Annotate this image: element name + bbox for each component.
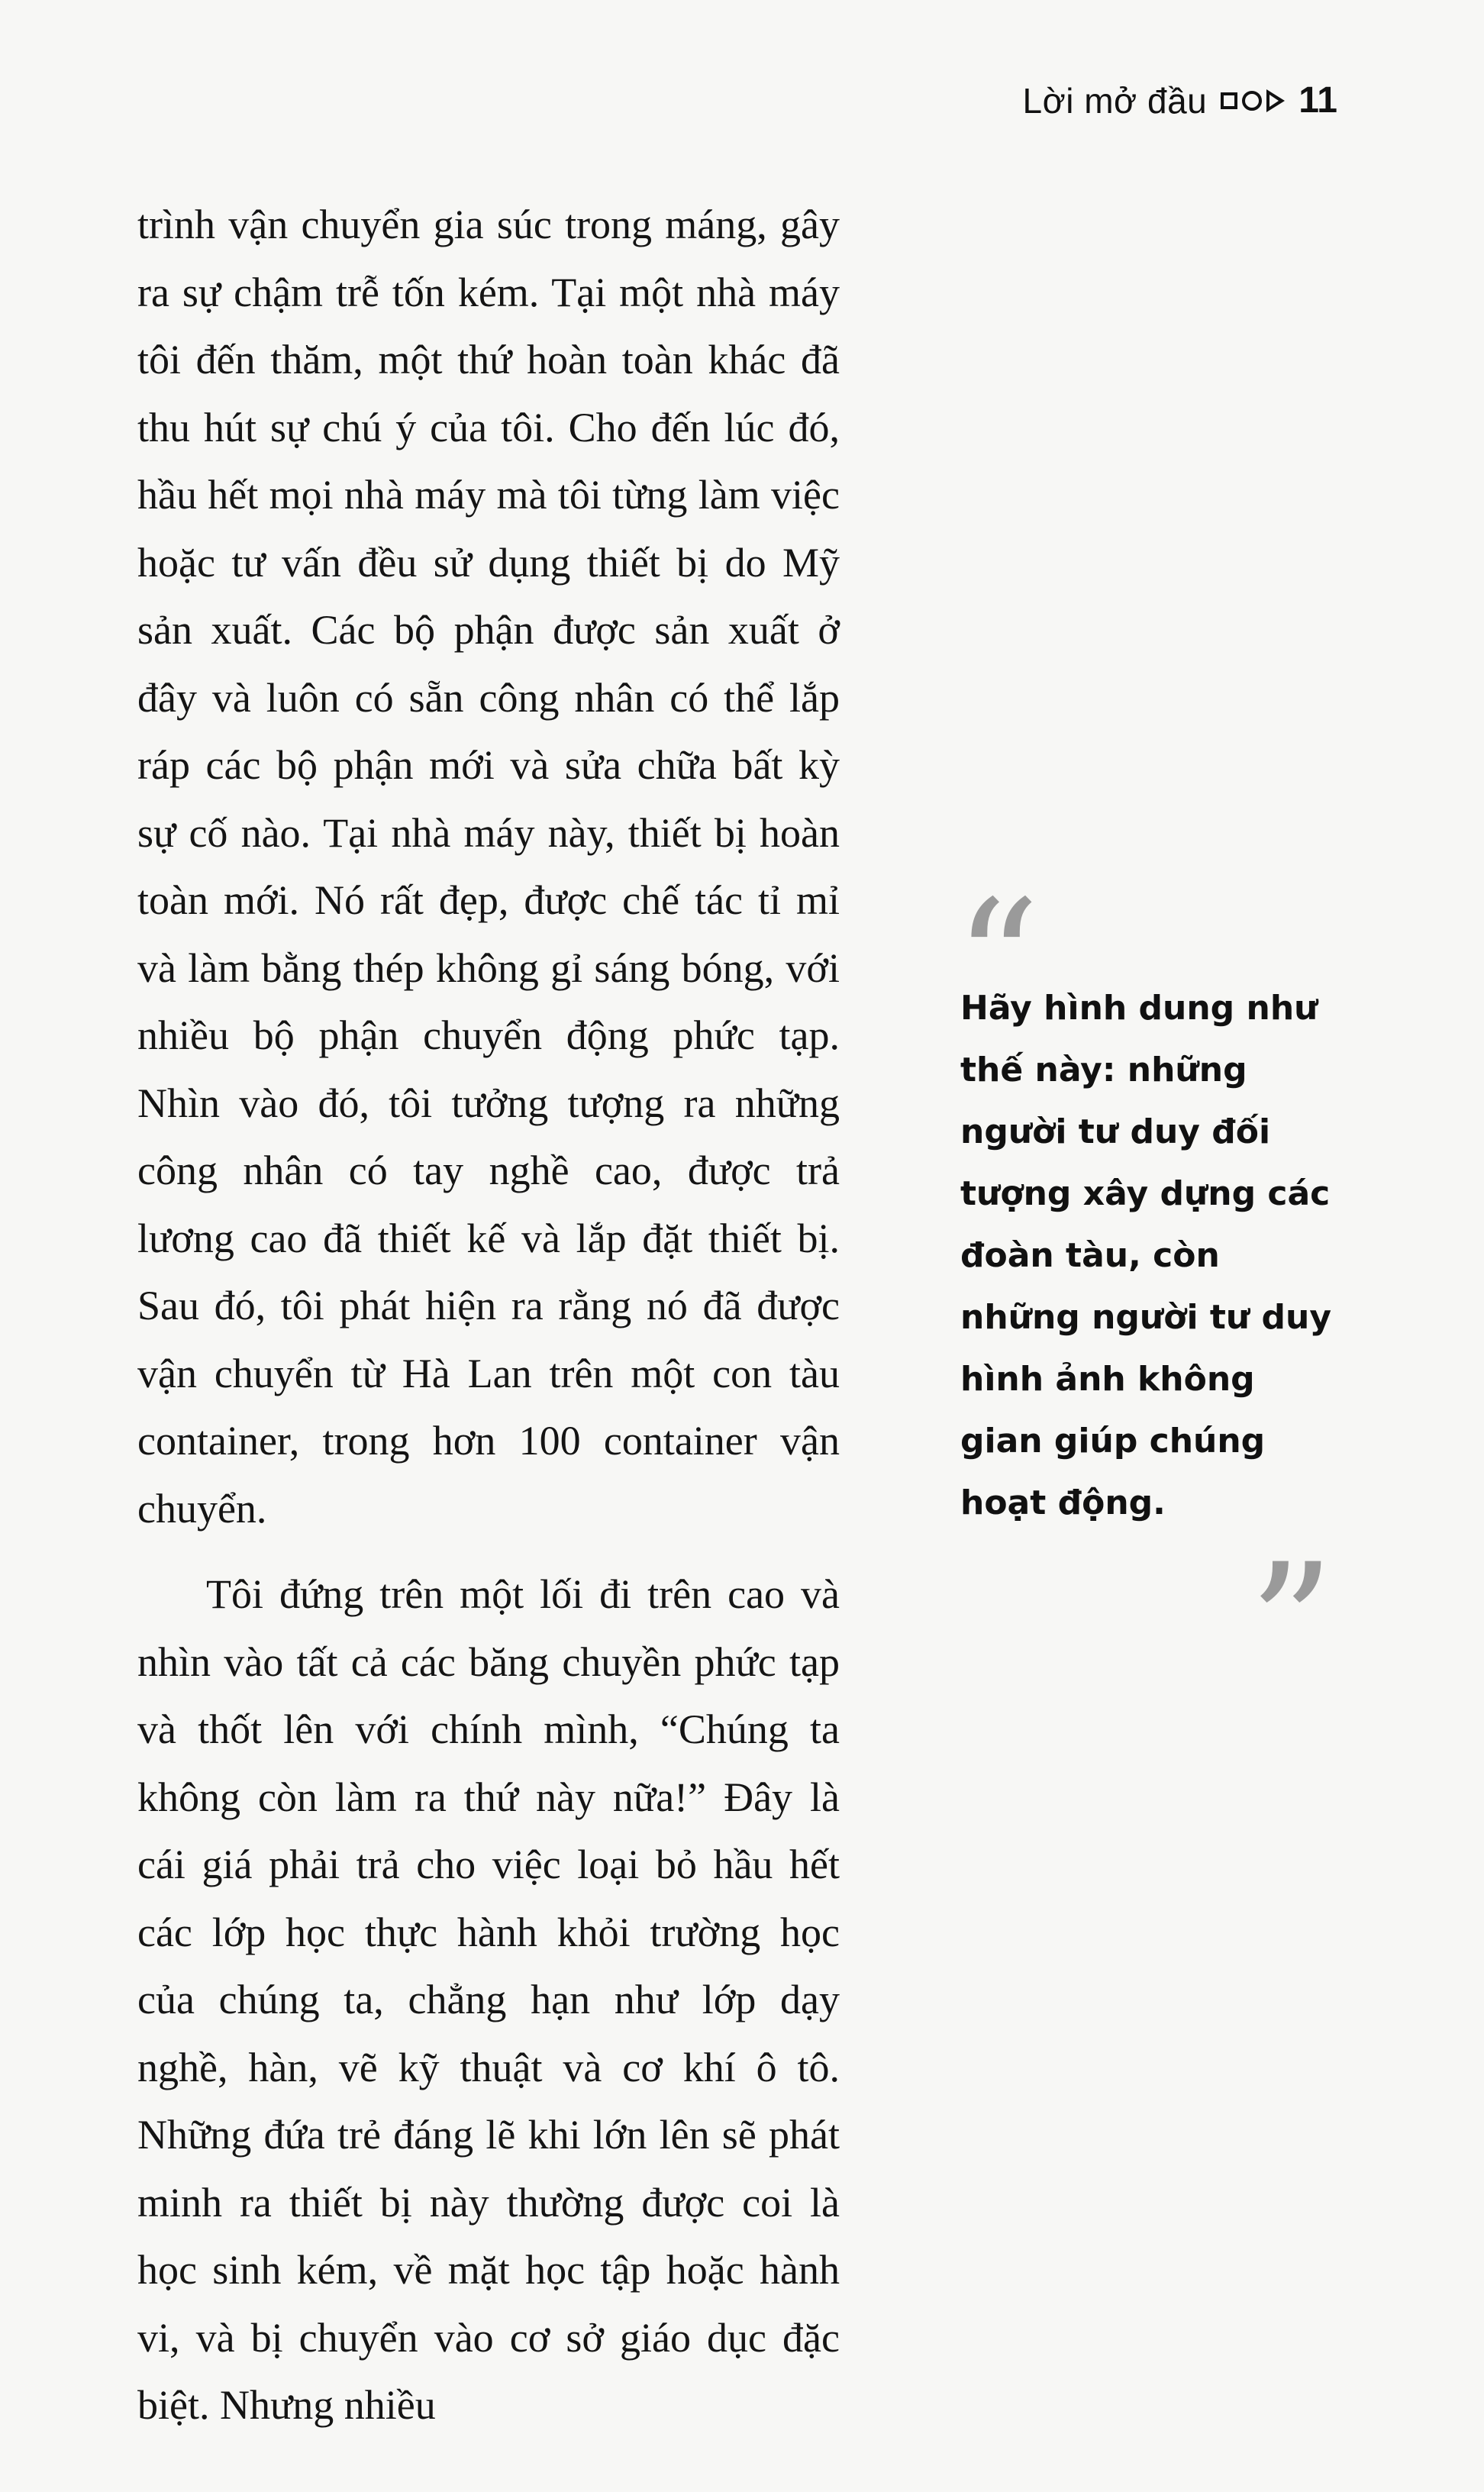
pull-quote-text: Hãy hình dung như thế này: những người tư duy đối tượng xây dựng các đoàn tàu, còn những người tư duy hình ảnh không gian giúp chúng hoạt động. (960, 989, 1332, 1522)
running-header (1022, 79, 1337, 121)
paragraph: trình vận chuyển gia súc trong máng, gây ra sự chậm trễ tốn kém. Tại một nhà máy tôi đến thăm, một thứ hoàn toàn khác đã thu hút sự chú ý của tôi. Cho đến lúc đó, hầu hết mọi nhà máy mà tôi từng làm việc hoặc tư vấn đều sử dụng thiết bị do Mỹ sản xuất. Các bộ phận được sản xuất ở đây và luôn có sẵn công nhân có thể lắp ráp các bộ phận mới và sửa chữa bất kỳ sự cố nào. Tại nhà máy này, thiết bị hoàn toàn mới. Nó rất đẹp, được chế tác tỉ mỉ và làm bằng thép không gỉ sáng bóng, với nhiều bộ phận chuyển động phức tạp. Nhìn vào đó, tôi tưởng tượng ra những công nhân có tay nghề cao, được trả lương cao đã thiết kế và lắp đặt thiết bị. Sau đó, tôi phát hiện ra rằng nó đã được vận chuyển từ Hà Lan trên một con tàu container, trong hơn 100 container vận chuyển. (137, 202, 840, 1532)
open-quote-icon: “ (954, 864, 1040, 1060)
circle-icon (1242, 91, 1262, 111)
chapter-title: Lời mở đầu (1022, 80, 1208, 121)
body-text (137, 191, 840, 2458)
page-number: 11 (1298, 80, 1337, 121)
paragraph: Tôi đứng trên một lối đi trên cao và nhìn vào tất cả các băng chuyền phức tạp và thốt lên với chính mình, “Chúng ta không còn làm ra thứ này nữa!” Đây là cái giá phải trả cho việc loại bỏ hầu hết các lớp học thực hành khỏi trường học của chúng ta, chẳng hạn như lớp dạy nghề, hàn, vẽ kỹ thuật và cơ khí ô tô. Những đứa trẻ đáng lẽ khi lớn lên sẽ phát minh ra thiết bị này thường được coi là học sinh kém, về mặt học tập hoặc hành vi, và bị chuyển vào cơ sở giáo dục đặc biệt. Nhưng nhiều (137, 1571, 840, 2428)
square-icon (1221, 92, 1237, 109)
header-ornament-icon (1221, 89, 1285, 112)
triangle-icon (1266, 89, 1285, 112)
pull-quote (954, 864, 1342, 1723)
close-quote-icon: ” (1248, 1528, 1334, 1723)
